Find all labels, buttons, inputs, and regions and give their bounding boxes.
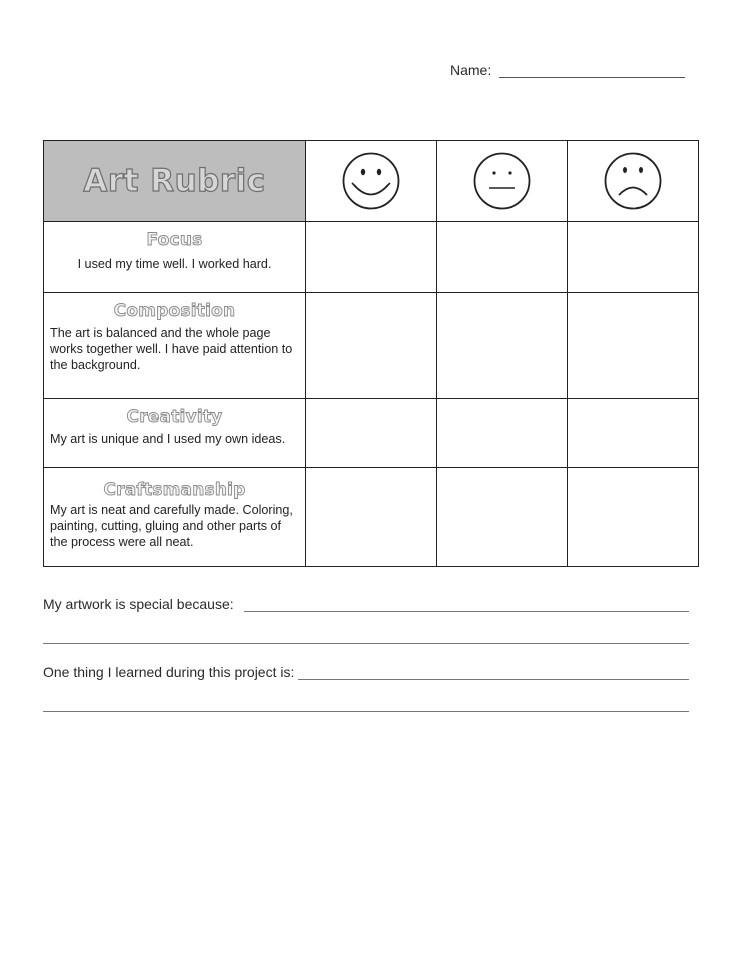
criterion-title: Creativity (126, 407, 223, 427)
face-cell-sad (568, 141, 699, 222)
face-cell-happy (306, 141, 437, 222)
rating-cell-neutral[interactable] (437, 222, 568, 293)
smiley-face-icon (341, 150, 401, 212)
criterion-description: My art is neat and carefully made. Coloring, painting, cutting, gluing and other parts of the process were all neat. (50, 503, 293, 549)
face-cell-neutral (437, 141, 568, 222)
criterion-description: I used my time well. I worked hard. (77, 257, 272, 271)
rating-cell-happy[interactable] (306, 399, 437, 468)
rating-cell-happy[interactable] (306, 222, 437, 293)
criterion-title: Focus (146, 230, 203, 250)
special-prompt-label: My artwork is special because: (43, 596, 234, 612)
rubric-row-composition (44, 293, 699, 399)
name-label: Name: (450, 62, 492, 78)
special-answer-line[interactable] (244, 599, 689, 612)
criterion-description: My art is unique and I used my own ideas. (50, 432, 286, 446)
special-answer-line-2[interactable] (43, 643, 689, 644)
rating-cell-neutral[interactable] (437, 399, 568, 468)
rubric-table (43, 140, 699, 567)
rubric-header-row (44, 141, 699, 222)
rubric-title-cell (44, 141, 306, 222)
rating-cell-sad[interactable] (568, 293, 699, 399)
rating-cell-neutral[interactable] (437, 293, 568, 399)
name-field (450, 62, 685, 78)
rating-cell-sad[interactable] (568, 222, 699, 293)
learned-prompt-label: One thing I learned during this project is: (43, 664, 295, 680)
learned-answer-line-2[interactable] (43, 711, 689, 712)
criterion-title: Craftsmanship (103, 480, 246, 500)
learned-answer-line[interactable] (298, 667, 689, 680)
criterion-title: Composition (113, 301, 236, 321)
neutral-face-icon (472, 150, 532, 212)
sad-face-icon (603, 150, 663, 212)
rubric-row-creativity (44, 399, 699, 468)
name-input-line[interactable] (499, 63, 685, 78)
rating-cell-sad[interactable] (568, 468, 699, 567)
criterion-cell (44, 399, 306, 468)
rubric-title: Art Rubric (83, 163, 266, 199)
criterion-cell (44, 293, 306, 399)
criterion-cell (44, 468, 306, 567)
rating-cell-neutral[interactable] (437, 468, 568, 567)
criterion-description: The art is balanced and the whole page works together well. I have paid attention to the background. (50, 326, 293, 372)
rubric-row-focus (44, 222, 699, 293)
rubric-row-craftsmanship (44, 468, 699, 567)
special-prompt (43, 596, 689, 612)
criterion-cell (44, 222, 306, 293)
rating-cell-happy[interactable] (306, 293, 437, 399)
learned-prompt (43, 664, 689, 680)
rating-cell-sad[interactable] (568, 399, 699, 468)
rating-cell-happy[interactable] (306, 468, 437, 567)
